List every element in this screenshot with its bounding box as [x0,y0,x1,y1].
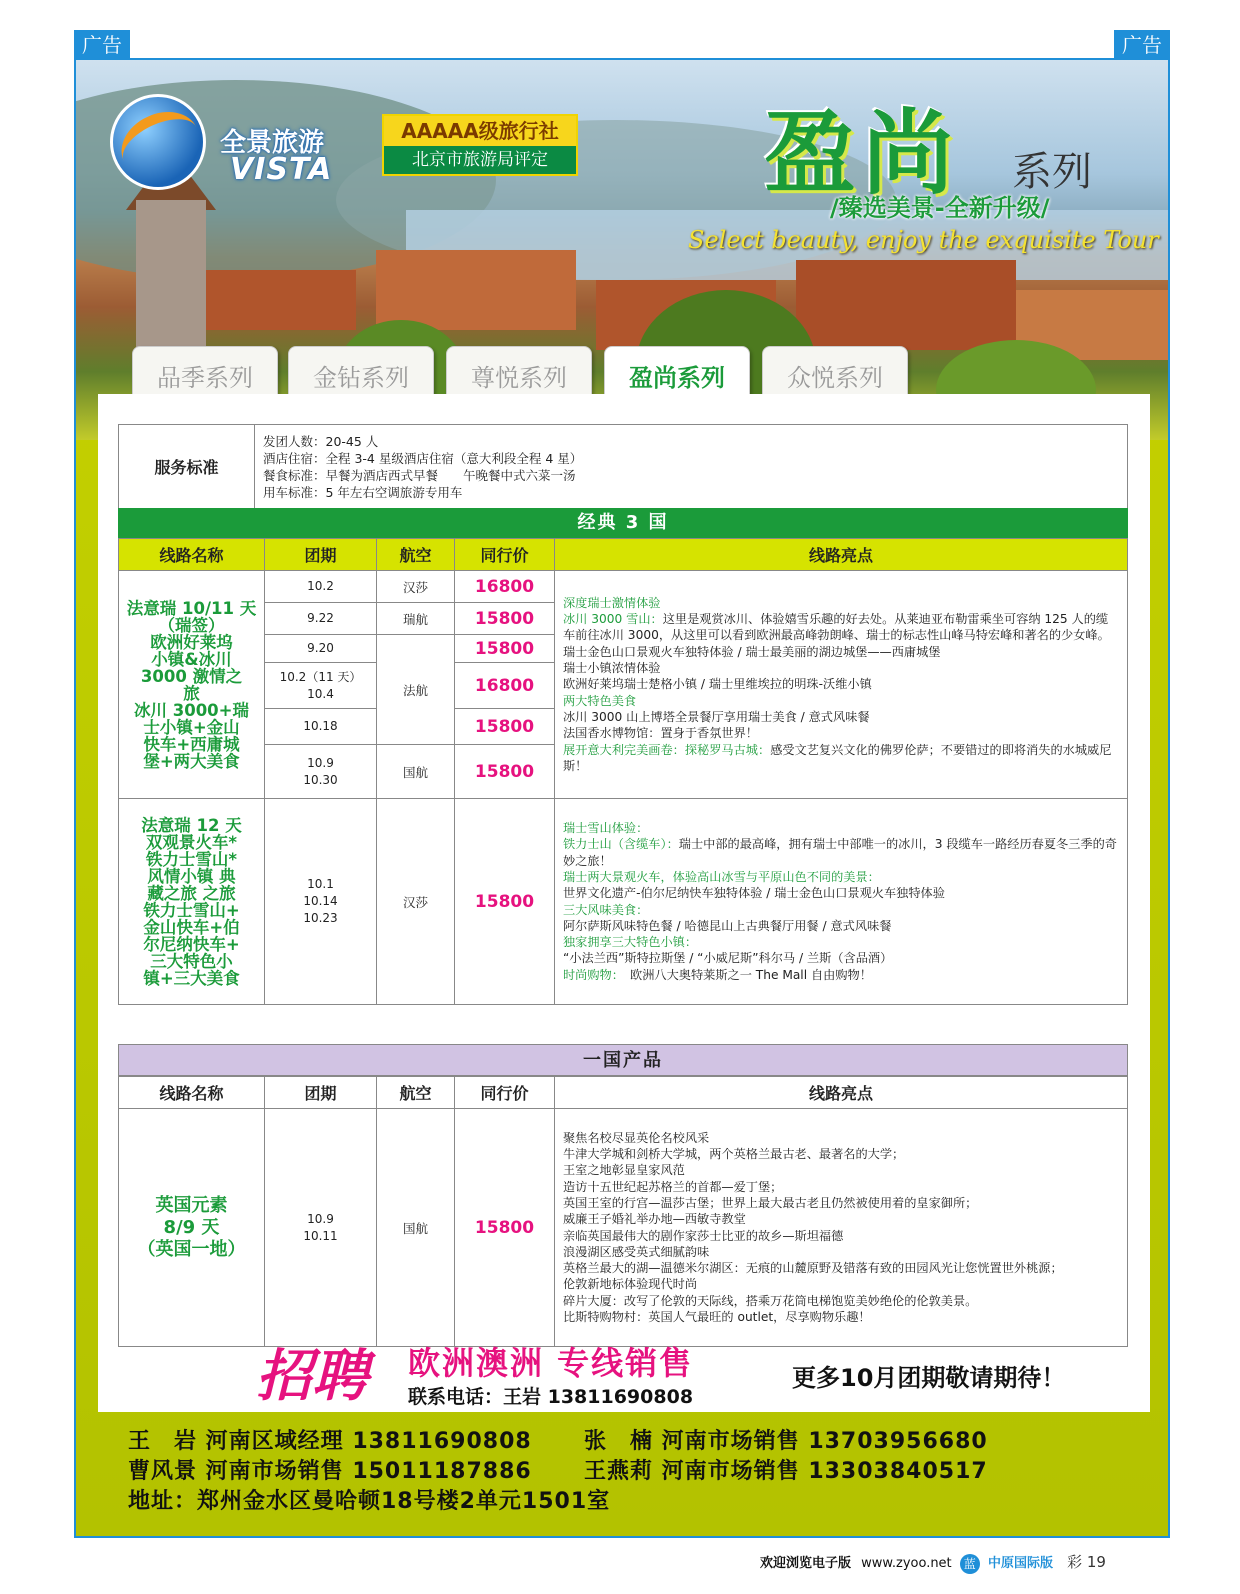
highlight-line: 威廉王子婚礼举办地—西敏寺教堂 [563,1212,746,1227]
tour-date: 10.9 10.11 [265,1109,377,1347]
service-line: 餐食标准：早餐为酒店西式早餐 午晚餐中式六菜一汤 [263,467,576,483]
footer-edition: 中原国际版 [987,1556,1053,1571]
contact-zhang-nan: 张 楠 河南市场销售 13703956680 [584,1429,988,1454]
one-country-table [118,1076,1128,1347]
highlight-line: 欧洲好莱坞瑞士楚格小镇 / 瑞士里维埃拉的明珠-沃维小镇 [563,677,872,692]
route-highlights [555,799,1128,1005]
highlight-line: 阿尔萨斯风味特色餐 / 哈德昆山上古典餐厅用餐 / 意式风味餐 [563,918,892,933]
highlight-line: 比斯特购物村：英国人气最旺的 outlet，尽享购物乐趣！ [563,1309,871,1324]
header-route: 线路名称 [119,1077,265,1109]
price: 15800 [455,745,555,799]
ad-tag-left: 广告 [74,30,130,60]
section-title-one-country: 一国产品 [118,1044,1128,1076]
highlight-line: 瑞士金色山口景观火车独特体验 / 瑞士最美丽的湖边城堡——西庸城堡 [563,644,941,659]
route-name: 英国元素 8/9 天 （英国一地） [119,1109,265,1347]
series-title-suffix: 系列 [1012,149,1092,195]
more-dates-note: 更多10月团期敬请期待！ [792,1364,1066,1392]
price: 15800 [455,635,555,663]
classic-3-table [118,538,1128,1005]
airline: 法航 [377,635,455,745]
highlight-line: 牛津大学城和剑桥大学城，两个英格兰最古老、最著名的大学； [563,1147,905,1162]
brand-name-en: VISTA [230,152,333,187]
airline: 瑞航 [377,603,455,635]
price: 15800 [455,799,555,1005]
service-line: 发团人数：20-45 人 [263,433,379,449]
tour-date: 10.18 [265,709,377,745]
header-date: 团期 [265,539,377,571]
route-highlights [555,1109,1128,1347]
highlight-line: 展开意大利完美画卷：探秘罗马古城：感受文艺复兴文化的佛罗伦萨；不要错过的即将消失的水城威尼斯！ [563,742,1112,773]
page-number: 彩 19 [1067,1553,1106,1571]
price: 16800 [455,663,555,709]
rating-badge-line2: 北京市旅游局评定 [412,150,548,170]
slogan: /臻选美景-全新升级/ [830,194,1050,222]
tour-date: 9.22 [265,603,377,635]
tab-pinji[interactable]: 品季系列 [132,346,278,408]
highlight-line: 冰川 3000 山上博塔全景餐厅享用瑞士美食 / 意式风味餐 [563,709,870,724]
highlight-line: 英国王室的行宫—温莎古堡；世界上最大最古老且仍然被使用着的皇家御所； [563,1195,978,1210]
header-route: 线路名称 [119,539,265,571]
content-panel [98,394,1150,1412]
ad-tag-right: 广告 [1114,30,1170,60]
footer-website-link[interactable]: www.zyoo.net [861,1556,952,1571]
price: 15800 [455,1109,555,1347]
highlight-line: 造访十五世纪起苏格兰的首都—爱丁堡； [563,1179,783,1194]
footer-welcome: 欢迎浏览电子版 [760,1556,852,1571]
tab-jinzuan[interactable]: 金钻系列 [288,346,434,408]
contact-wang-yanli: 王燕莉 河南市场销售 13303840517 [584,1459,988,1484]
header-highlights: 线路亮点 [555,1077,1128,1109]
tour-date: 10.1 10.14 10.23 [265,799,377,1005]
tour-date: 10.2（11 天） 10.4 [265,663,377,709]
service-standard-table [118,424,1128,509]
price: 15800 [455,603,555,635]
highlight-line: 深度瑞士激情体验 [563,595,661,610]
vista-logo [110,94,370,194]
airline: 国航 [377,1109,455,1347]
service-line: 用车标准：5 年左右空调旅游专用车 [263,484,463,500]
highlight-line: 法国香水博物馆：置身于香氛世界！ [563,726,758,741]
highlight-line: 英格兰最大的湖—温德米尔湖区：无痕的山麓原野及错落有致的田园风光让您恍置世外桃源； [563,1261,1063,1276]
header-airline: 航空 [377,539,455,571]
series-title: 盈尚 [764,99,961,207]
header-price: 同行价 [455,539,555,571]
highlight-line: 亲临英国最伟大的剧作家莎士比亚的故乡—斯坦福德 [563,1228,844,1243]
header-date: 团期 [265,1077,377,1109]
price: 15800 [455,709,555,745]
contact-wang-yan: 王 岩 河南区域经理 13811690808 [128,1429,532,1454]
airline: 汉莎 [377,571,455,603]
highlight-line: 独家拥享三大特色小镇： [563,935,698,950]
highlight-line: 两大特色美食 [563,693,637,708]
service-label: 服务标准 [119,425,255,509]
route-highlights [555,571,1128,799]
highlight-line: 瑞士两大景观火车，体验高山冰雪与平原山色不同的美景： [563,869,880,884]
price: 16800 [455,571,555,603]
ad-frame [74,58,1170,1538]
highlight-line: 铁力士山（含缆车）：瑞士中部的最高峰，拥有瑞士中部唯一的冰川，3 段缆车一路经历春夏冬三季的奇妙之旅！ [563,837,1117,868]
highlight-line: 王室之地彰显皇家风范 [563,1163,685,1178]
tour-date: 10.2 [265,571,377,603]
page-footer [760,1551,1170,1575]
highlight-line: “小法兰西”斯特拉斯堡 / “小威尼斯”科尔马 / 兰斯（含品酒） [563,951,893,966]
section-title-classic-3: 经典 3 国 [118,508,1128,538]
hero-banner [76,60,1170,440]
tab-zunyue[interactable]: 尊悦系列 [446,346,592,408]
highlight-line: 瑞士小镇浓情体验 [563,661,661,676]
header-airline: 航空 [377,1077,455,1109]
highlight-line: 浪漫湖区感受英式细腻韵味 [563,1244,710,1259]
recruit-contact: 联系电话：王岩 13811690808 [408,1386,694,1408]
rating-badge-line1: AAAAA级旅行社 [384,116,576,146]
header-highlights: 线路亮点 [555,539,1128,571]
airline: 汉莎 [377,799,455,1005]
highlight-line: 世界文化遗产-伯尔尼纳快车独特体验 / 瑞士金色山口景观火车独特体验 [563,886,945,901]
highlight-line: 三大风味美食： [563,902,649,917]
service-lines [255,425,1128,509]
highlight-line: 碎片大厦：改写了伦敦的天际线，搭乘万花筒电梯饱览美妙绝伦的伦敦美景。 [563,1293,978,1308]
brand-name: 全景旅游 [220,128,325,158]
tour-date: 10.9 10.30 [265,745,377,799]
highlight-line: 瑞士雪山体验： [563,821,649,836]
header-price: 同行价 [455,1077,555,1109]
highlight-line: 伦敦新地标体验现代时尚 [563,1277,698,1292]
highlight-line: 聚焦名校尽显英伦名校风采 [563,1130,710,1145]
tab-yingshang[interactable]: 盈尚系列 [604,346,750,408]
contact-cao-fengjing: 曹风景 河南市场销售 15011187886 [128,1459,532,1484]
footer-logo-icon: 蓝 [960,1554,980,1574]
recruit-title: 招聘 [256,1343,368,1409]
tab-zhongyue[interactable]: 众悦系列 [762,346,908,408]
highlight-line: 时尚购物： 欧洲八大奥特莱斯之一 The Mall 自由购物！ [563,967,872,982]
highlight-line: 冰川 3000 雪山：这里是观赏冰川、体验嬉雪乐趣的好去处。从莱迪亚布勒雷乘坐可容纳 125 人的缆车前往冰川 3000，从这里可以看到欧洲最高峰勃朗峰、瑞士的标志性山峰马特宏峰和著名的少女峰。 [563,612,1110,643]
airline: 国航 [377,745,455,799]
route-name: 法意瑞 10/11 天 （瑞签） 欧洲好莱坞 小镇&冰川 3000 激情之 旅 冰川 3000+瑞 士小镇+金山 快车+西庸城 堡+两大美食 [119,571,265,799]
address: 地址：郑州金水区曼哈顿18号楼2单元1501室 [128,1489,611,1514]
route-name: 法意瑞 12 天 双观景火车* 铁力士雪山* 风情小镇 典 藏之旅 之旅 铁力士雪山+ 金山快车+伯 尔尼纳快车+ 三大特色小 镇+三大美食 [119,799,265,1005]
service-line: 酒店住宿：全程 3-4 星级酒店住宿（意大利段全程 4 星） [263,450,583,466]
rating-badge [382,114,578,176]
recruit-positions: 欧洲澳洲 专线销售 [408,1344,694,1382]
slogan-en: Select beauty, enjoy the exquisite Tour [688,226,1159,254]
tour-date: 9.20 [265,635,377,663]
